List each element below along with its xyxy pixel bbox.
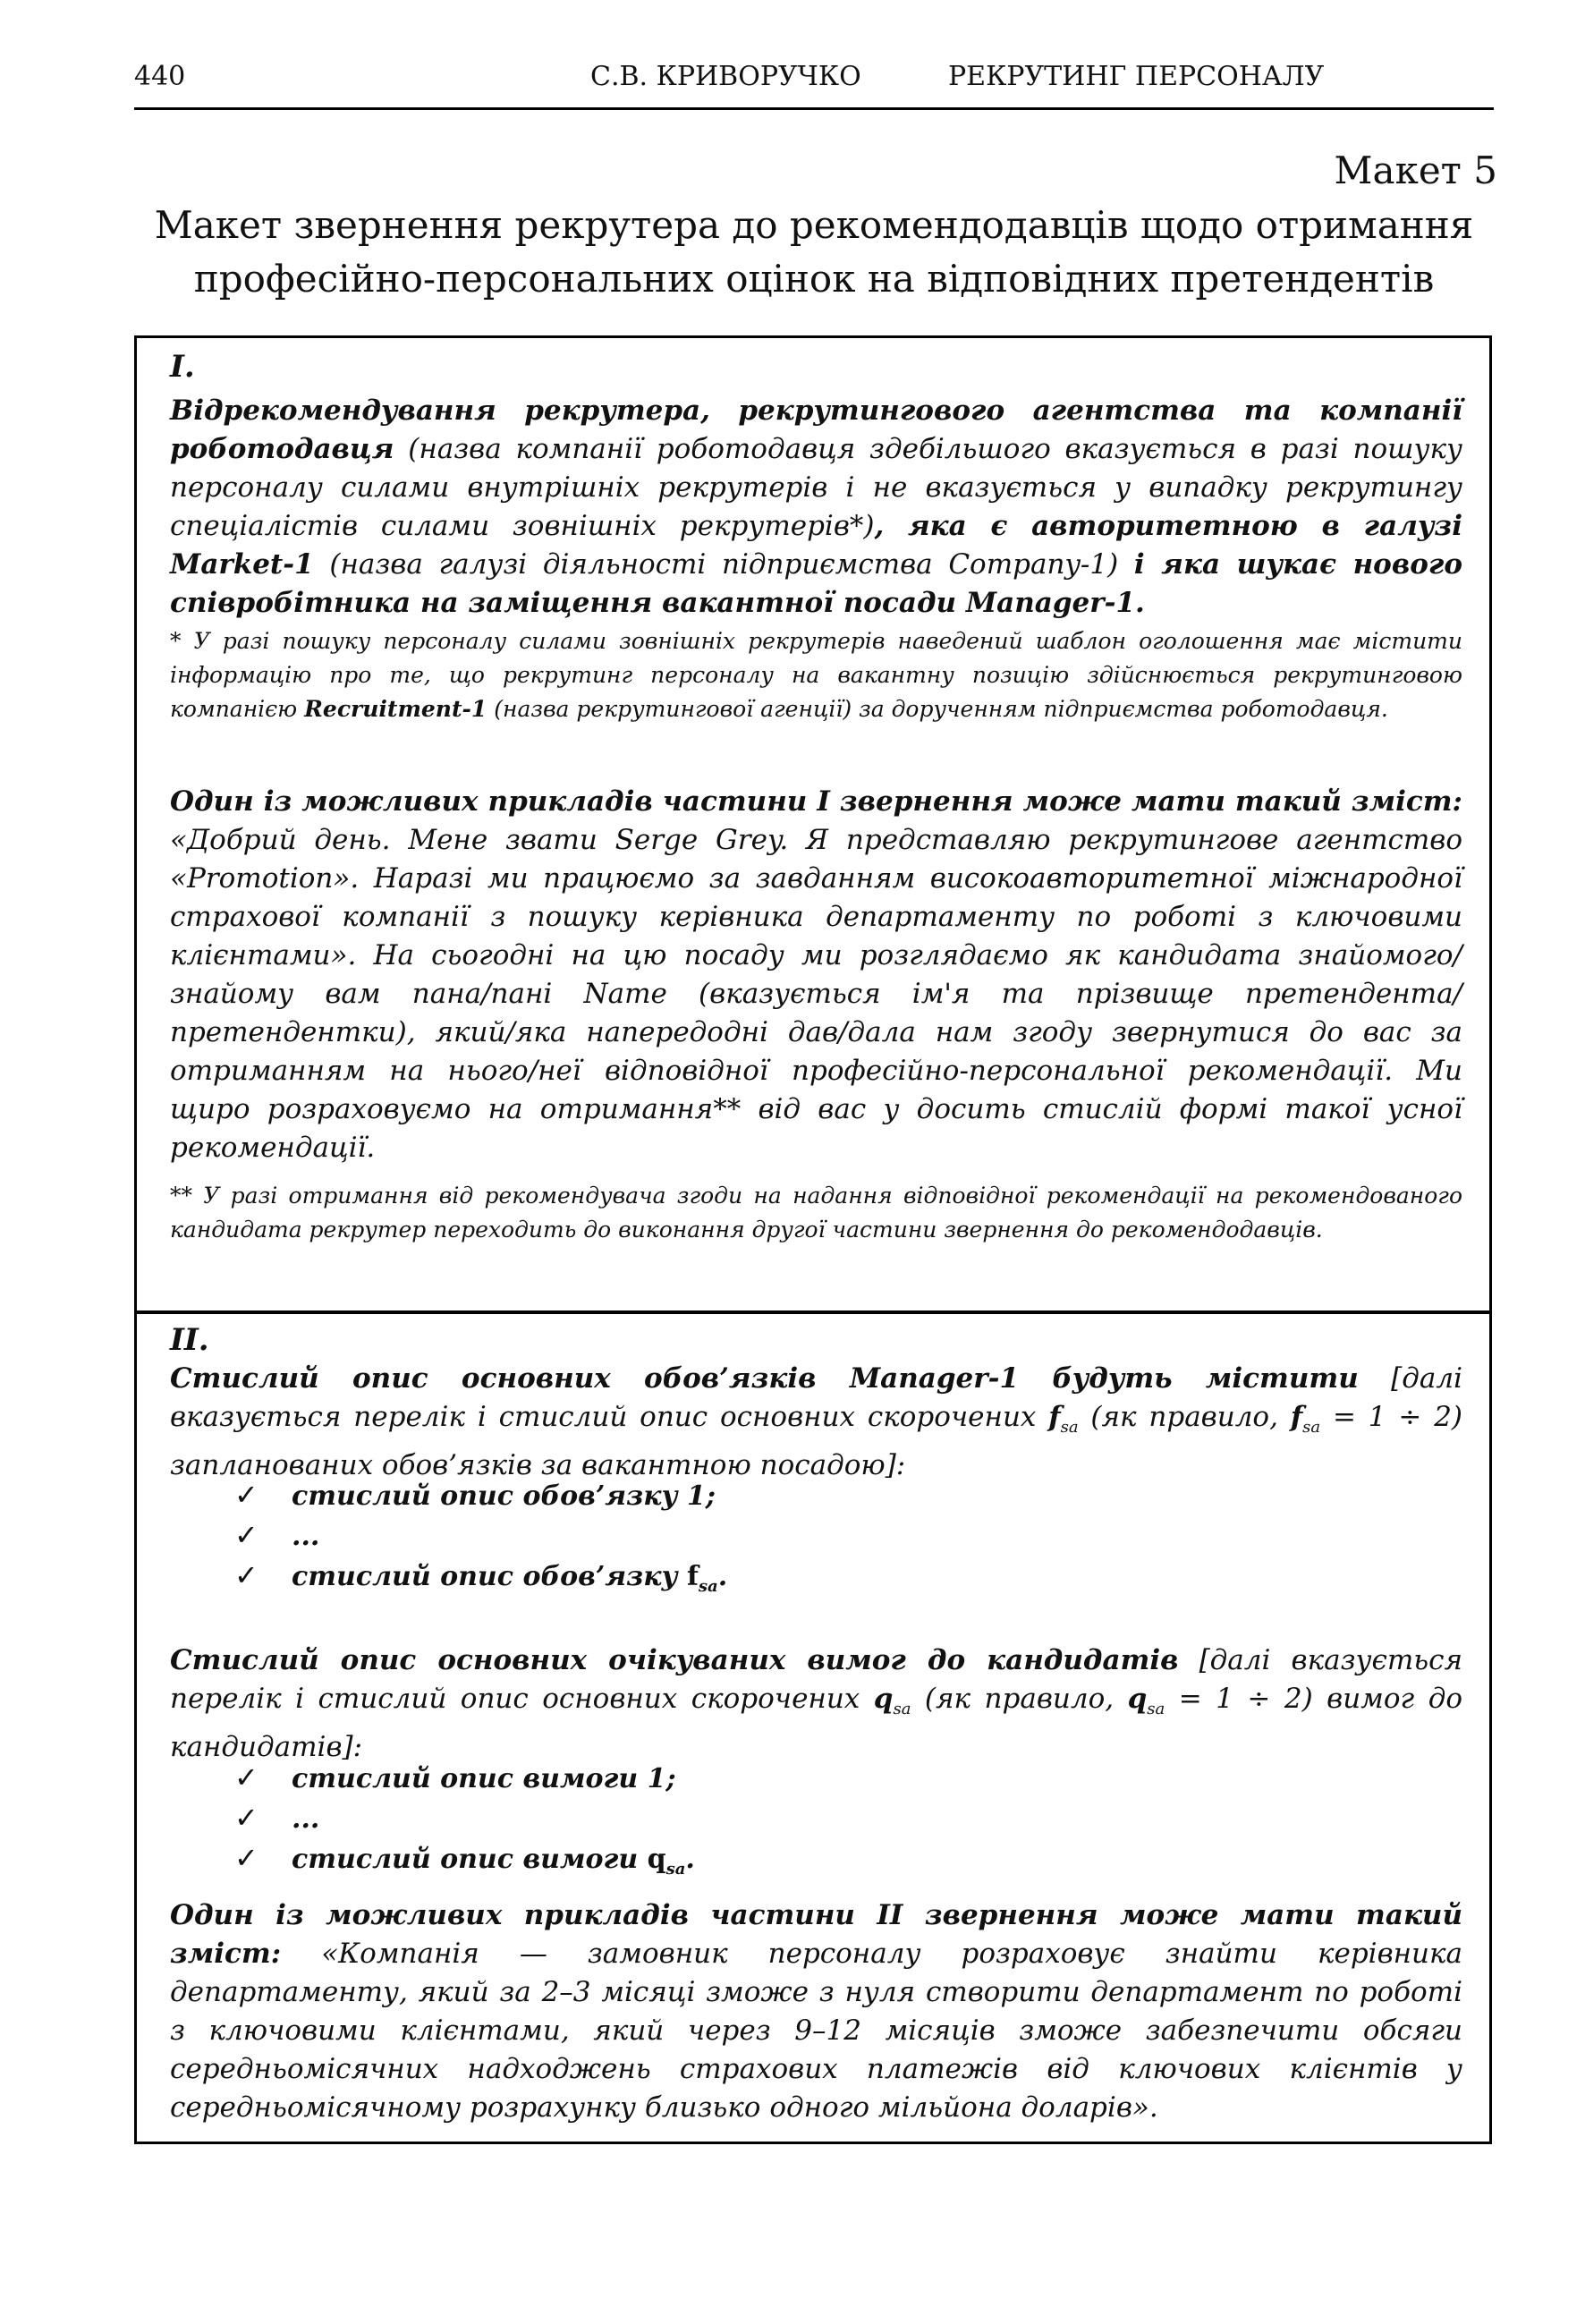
part1-intro: Відрекомендування рекрутера, рекрутингового агентства та компанії роботодавця (назва компанії роботодавця здебільшого вказується в разі пошуку персоналу силами внутрішніх рекрутерів і не вказується у випадку рекрутингу спеціалістів силами зовнішніх рекрутерів*), яка є авторитетною в галузі Market-1 (назва галузі діяльності підприємства Company-1) і яка шукає нового співробітника на заміщення вакантної посади Manager-1.	[170, 394, 1462, 619]
part1-example: Один із можливих прикладів частини I звернення може мати такий зміст: «Добрий день. Мене звати Serge Grey. Я представляю рекрутингове агентство «Promotion». Наразі ми працюємо за завданням високоавторитетної міжнародної страхової компанії з пошуку керівника департаменту по роботі з ключовими клієнтами». На сьогодні на цю посаду ми розглядаємо як кандидата знайомого/знайому вам пана/пані Name (вказується ім'я та прізвище претендента/претендентки), який/яка напередодні дав/дала нам згоду звернутися до вас за отриманням на нього/неї відповідної професійно-персональної рекомендації. Ми щиро розраховуємо на отримання** від вас у досить стислій формі такої усної рекомендації.	[170, 785, 1462, 1164]
requirements-paragraph: Стислий опис основних очікуваних вимог до кандидатів [далі вказується перелік і стислий опис основних скорочених $q_{sa}$ (як правило, $q_{sa} = 1 \div 2$) вимог до кандидатів]:	[170, 1644, 1463, 1764]
checkmark-icon: ✓	[234, 1478, 259, 1512]
checkmark-icon: ✓	[234, 1841, 259, 1875]
page-number: 440	[134, 61, 186, 92]
requirement-item-1: ✓ стислий опис вимоги 1;	[234, 1760, 676, 1794]
part2-heading: II.	[170, 1322, 209, 1358]
duty-item-last: ✓ стислий опис обов’язку $f_{sa}$.	[234, 1558, 728, 1596]
title-line-2: професійно-персональних оцінок на відповідних претендентів	[193, 257, 1435, 301]
part1-footnote-2: ** У разі отримання від рекомендувача згоди на надання відповідної рекомендації на рекомендованого кандидата рекрутер переходить до виконання другої частини звернення до рекомендодавців.	[170, 1183, 1462, 1243]
checkmark-icon: ✓	[234, 1558, 259, 1592]
checkmark-icon: ✓	[234, 1518, 259, 1552]
duty-item-ellipsis: ✓ ...	[234, 1518, 320, 1552]
part2-example: Один із можливих прикладів частини II звернення може мати такий зміст: «Компанія — замовник персоналу розраховує знайти керівника департаменту, який за 2–3 місяці зможе з нуля створити департамент по роботі з ключовими клієнтами, який через 9–12 місяців зможе забезпечити обсяги середньомісячних надходжень страхових платежів від ключових клієнтів у середньомісячному розрахунку близько одного мільйона доларів».	[170, 1899, 1462, 2124]
book-title: РЕКРУТИНГ ПЕРСОНАЛУ	[948, 61, 1325, 92]
duty-item-1: ✓ стислий опис обов’язку 1;	[234, 1478, 716, 1512]
requirement-item-last: ✓ стислий опис вимоги $q_{sa}$.	[234, 1841, 695, 1879]
page-title	[134, 199, 1494, 306]
page-header	[134, 55, 1494, 110]
author: С.В. КРИВОРУЧКО	[590, 61, 861, 92]
checkmark-icon: ✓	[234, 1760, 259, 1794]
maket-label: Макет 5	[1334, 148, 1497, 192]
requirement-item-ellipsis: ✓ ...	[234, 1801, 320, 1835]
duties-paragraph: Стислий опис основних обов’язків Manager-1 будуть містити [далі вказується перелік і стислий опис основних скорочених $f_{sa}$ (як правило, $f_{sa} = 1 \div 2$) запланованих обов’язків за вакантною посадою]:	[170, 1362, 1463, 1482]
part1-heading: I.	[170, 349, 195, 385]
title-line-1: Макет звернення рекрутера до рекомендодавців щодо отримання	[154, 203, 1474, 247]
checkmark-icon: ✓	[234, 1801, 259, 1835]
part1-footnote-1: * У разі пошуку персоналу силами зовнішніх рекрутерів наведений шаблон оголошення має містити інформацію про те, що рекрутинг персоналу на вакантну позицію здійснюється рекрутинговою компанією Recruitment-1 (назва рекрутингової агенції) за дорученням підприємства роботодавця.	[170, 628, 1462, 722]
